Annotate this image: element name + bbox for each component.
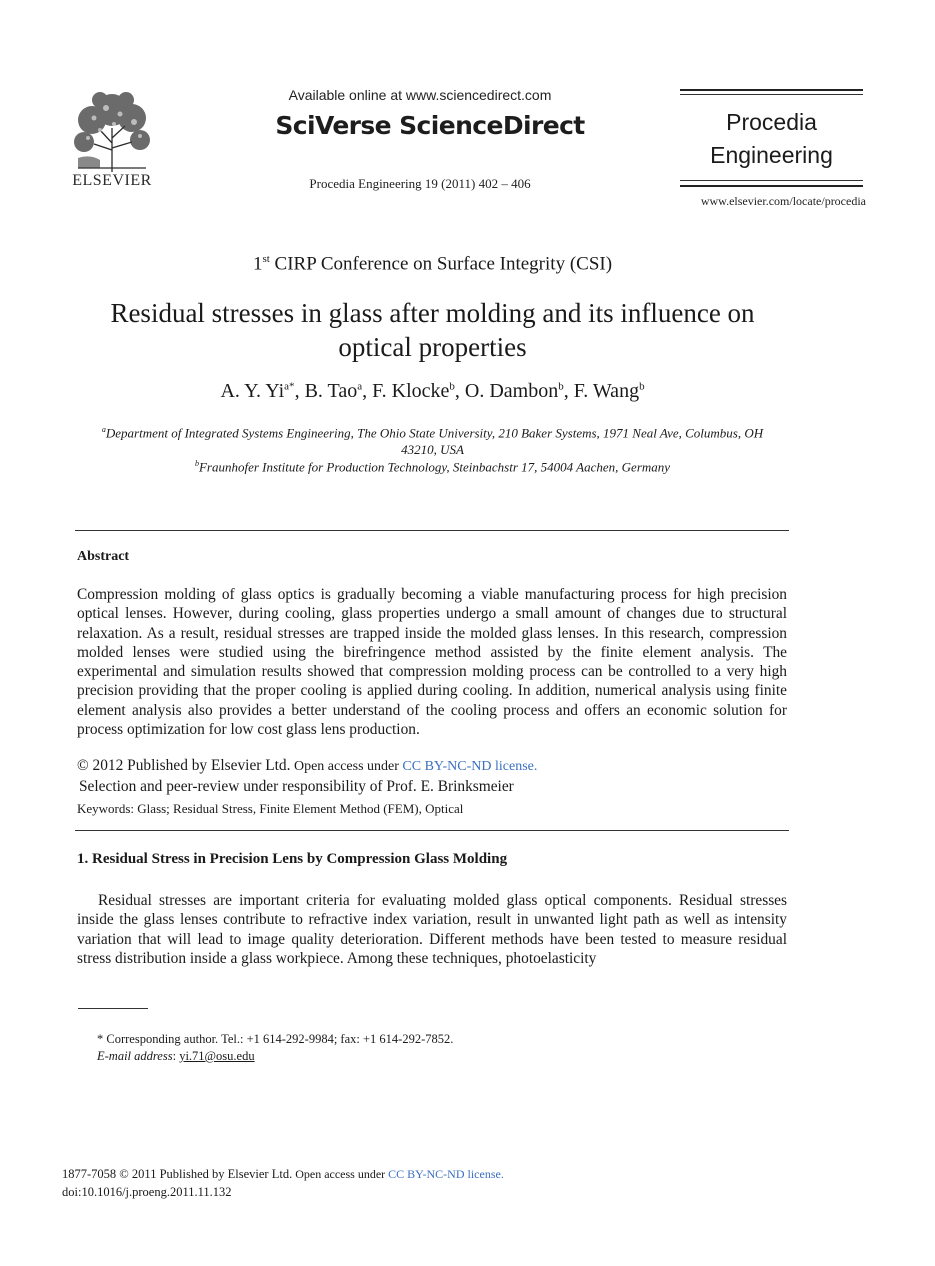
elsevier-logo — [66, 88, 158, 192]
keywords: Keywords: Glass; Residual Stress, Finite Element Method (FEM), Optical — [77, 801, 464, 816]
conference-title: CIRP Conference on Surface Integrity (CSI) — [269, 253, 613, 275]
journal-box-top-rule — [680, 89, 863, 91]
journal-title-line2: Engineering — [710, 142, 833, 168]
footer-license-link[interactable]: CC BY-NC-ND license. — [388, 1167, 504, 1181]
author-affiliation-mark: b — [558, 380, 564, 393]
author-name: A. Y. Yi — [220, 380, 285, 402]
license-link[interactable]: CC BY-NC-ND license. — [402, 759, 538, 774]
author-name: O. Dambon — [464, 380, 559, 402]
affiliation-b — [80, 455, 785, 475]
conference-ordinal: 1 — [252, 253, 263, 275]
journal-box-top-rule-thin — [680, 94, 863, 95]
affiliation-text-continued: 43210, USA — [401, 442, 464, 458]
corresponding-author-note: * Corresponding author. Tel.: +1 614-292-9984; fax: +1 614-292-7852. — [97, 1032, 454, 1046]
conference-ordinal-suffix: st — [262, 253, 270, 265]
author-affiliation-mark: a* — [284, 380, 295, 393]
author-list — [100, 380, 765, 403]
open-access-text: Open access under — [290, 759, 403, 774]
article-title-line2: optical properties — [338, 332, 527, 362]
affiliation-a — [80, 421, 785, 458]
affiliation-text: Fraunhofer Institute for Production Technology, Steinbachstr 17, 54004 Aachen, Germany — [198, 459, 671, 475]
abstract-top-rule — [75, 530, 789, 531]
conference-name — [100, 253, 765, 275]
email-line — [97, 1049, 255, 1064]
email-link[interactable]: yi.71@osu.edu — [179, 1049, 255, 1063]
abstract-bottom-rule — [75, 830, 789, 831]
author-separator: , — [563, 380, 574, 402]
author-separator: , — [454, 380, 465, 402]
email-label: E-mail address — [97, 1049, 173, 1063]
journal-box-bottom-rule-thin — [680, 180, 863, 181]
journal-reference: Procedia Engineering 19 (2011) 402 – 406 — [309, 176, 531, 191]
elsevier-tree-icon — [70, 88, 154, 172]
author-affiliation-mark: b — [639, 380, 645, 393]
article-title — [60, 296, 805, 364]
abstract-text: Compression molding of glass optics is gradually becoming a viable manufacturing process for high precision optical lenses. However, during cooling, glass properties undergo a small amount of changes due to structural relaxation. As a result, residual stresses are trapped inside the molded glass lenses. In this research, compression molded lenses were studied using the birefringence method assisted by the finite element analysis. The experimental and simulation results showed that compression molding process can be controlled to a very high precision providing that the proper cooling is applied during cooling. In addition, numerical analysis using finite element analysis also provides a better understand of the cooling process and offers an economic solution for process optimization for low cost glass lens production. — [77, 586, 787, 739]
copyright-line — [77, 757, 537, 775]
section-heading: 1. Residual Stress in Precision Lens by Compression Glass Molding — [77, 851, 508, 867]
footer-doi[interactable]: doi:10.1016/j.proeng.2011.11.132 — [62, 1185, 232, 1199]
affiliation-mark: a — [101, 425, 106, 434]
abstract-heading: Abstract — [77, 549, 130, 564]
affiliation-text: Department of Integrated Systems Engineering, The Ohio State University, 210 Baker Systems, 1971 Neal Ave, Columbus, OH — [105, 425, 764, 441]
elsevier-wordmark: ELSEVIER — [72, 172, 152, 189]
author-name: B. Tao — [304, 380, 358, 402]
footer-issn: 1877-7058 © 2011 Published by Elsevier Ltd. — [62, 1167, 293, 1181]
footnote-rule — [78, 1008, 148, 1009]
affiliation-mark: b — [194, 459, 199, 468]
section-paragraph: Residual stresses are important criteria for evaluating molded glass optical components. Residual stresses inside the glass lenses contribute to refractive index variation, result in unwanted light path as well as intensity variation that will lead to image quality deterioration. Different methods have been tested to measure residual stress distribution inside a glass workpiece. Among these techniques, photoelasticity — [77, 892, 787, 967]
article-title-line1: Residual stresses in glass after molding and its influence on — [110, 298, 755, 328]
sciencedirect-logo: SciVerse ScienceDirect — [275, 111, 585, 140]
author-separator: , — [294, 380, 305, 402]
peer-review-statement: Selection and peer-review under responsibility of Prof. E. Brinksmeier — [79, 778, 514, 795]
author-name: F. Wang — [573, 380, 640, 402]
journal-title-line1: Procedia — [726, 109, 817, 135]
author-separator: , — [362, 380, 373, 402]
author-name: F. Klocke — [372, 380, 450, 402]
journal-url[interactable]: www.elsevier.com/locate/procedia — [700, 194, 866, 208]
footer-issn-line — [62, 1167, 504, 1182]
journal-title-box — [680, 106, 863, 172]
journal-box-bottom-rule — [680, 185, 863, 187]
author-affiliation-mark: b — [449, 380, 455, 393]
footer-open-access: Open access under — [292, 1167, 389, 1181]
author-affiliation-mark: a — [357, 380, 363, 393]
available-online-text: Available online at www.sciencedirect.com — [288, 87, 552, 103]
copyright-text: © 2012 Published by Elsevier Ltd. — [77, 757, 291, 774]
email-colon: : — [172, 1049, 180, 1063]
